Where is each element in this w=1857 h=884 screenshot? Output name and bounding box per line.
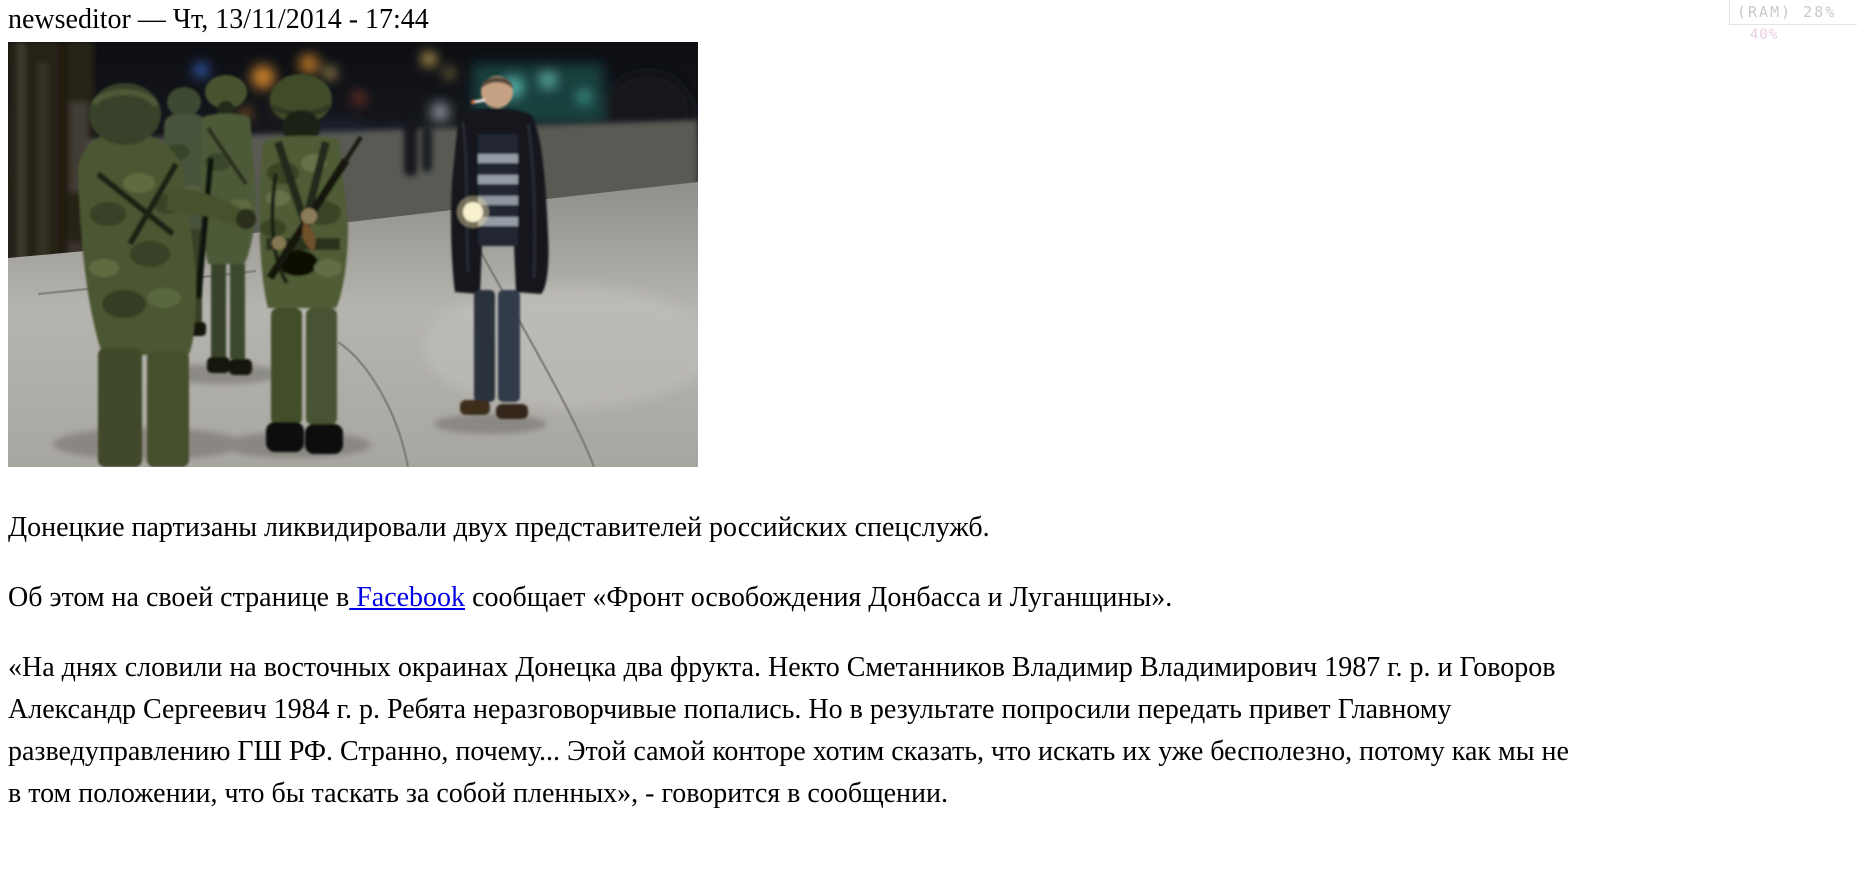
paragraph-lead: Донецкие партизаны ликвидировали двух представителей российских спецслужб. xyxy=(8,512,990,544)
night-street-scene xyxy=(8,42,698,467)
paragraph-source-after: сообщает «Фронт освобождения Донбасса и Луганщины». xyxy=(465,582,1173,614)
paragraph-source-before: Об этом на своей странице в xyxy=(8,582,350,614)
article-body xyxy=(8,507,1573,815)
paragraph-source xyxy=(8,577,1573,619)
secondary-percentage-overlay xyxy=(1736,27,1792,43)
secondary-percentage-label: 40% xyxy=(1749,27,1779,43)
facebook-link[interactable]: Facebook xyxy=(349,582,466,614)
byline-separator: — xyxy=(130,4,173,35)
byline-author: newseditor xyxy=(8,4,131,35)
byline-date: Чт, 13/11/2014 - 17:44 xyxy=(172,4,429,35)
post-byline xyxy=(8,4,1849,36)
ram-usage-label: (RAM) 28% xyxy=(1737,3,1837,21)
article-photo xyxy=(8,42,698,467)
paragraph-quote: «На днях словили на восточных окраинах Донецка два фрукта. Некто Сметанников Владимир Владимирович 1987 г. р. и Говоров Александр Сергеевич 1984 г. р. Ребята неразговорчивые попались. Но в результате попросили передать привет Главному разведуправлению ГШ РФ. Странно, почему... Этой самой конторе хотим сказать, что искать их уже бесполезно, потому как мы не в том положении, что бы таскать за собой пленных», - говорится в сообщении. xyxy=(8,652,1569,810)
ram-usage-overlay xyxy=(1729,0,1857,25)
